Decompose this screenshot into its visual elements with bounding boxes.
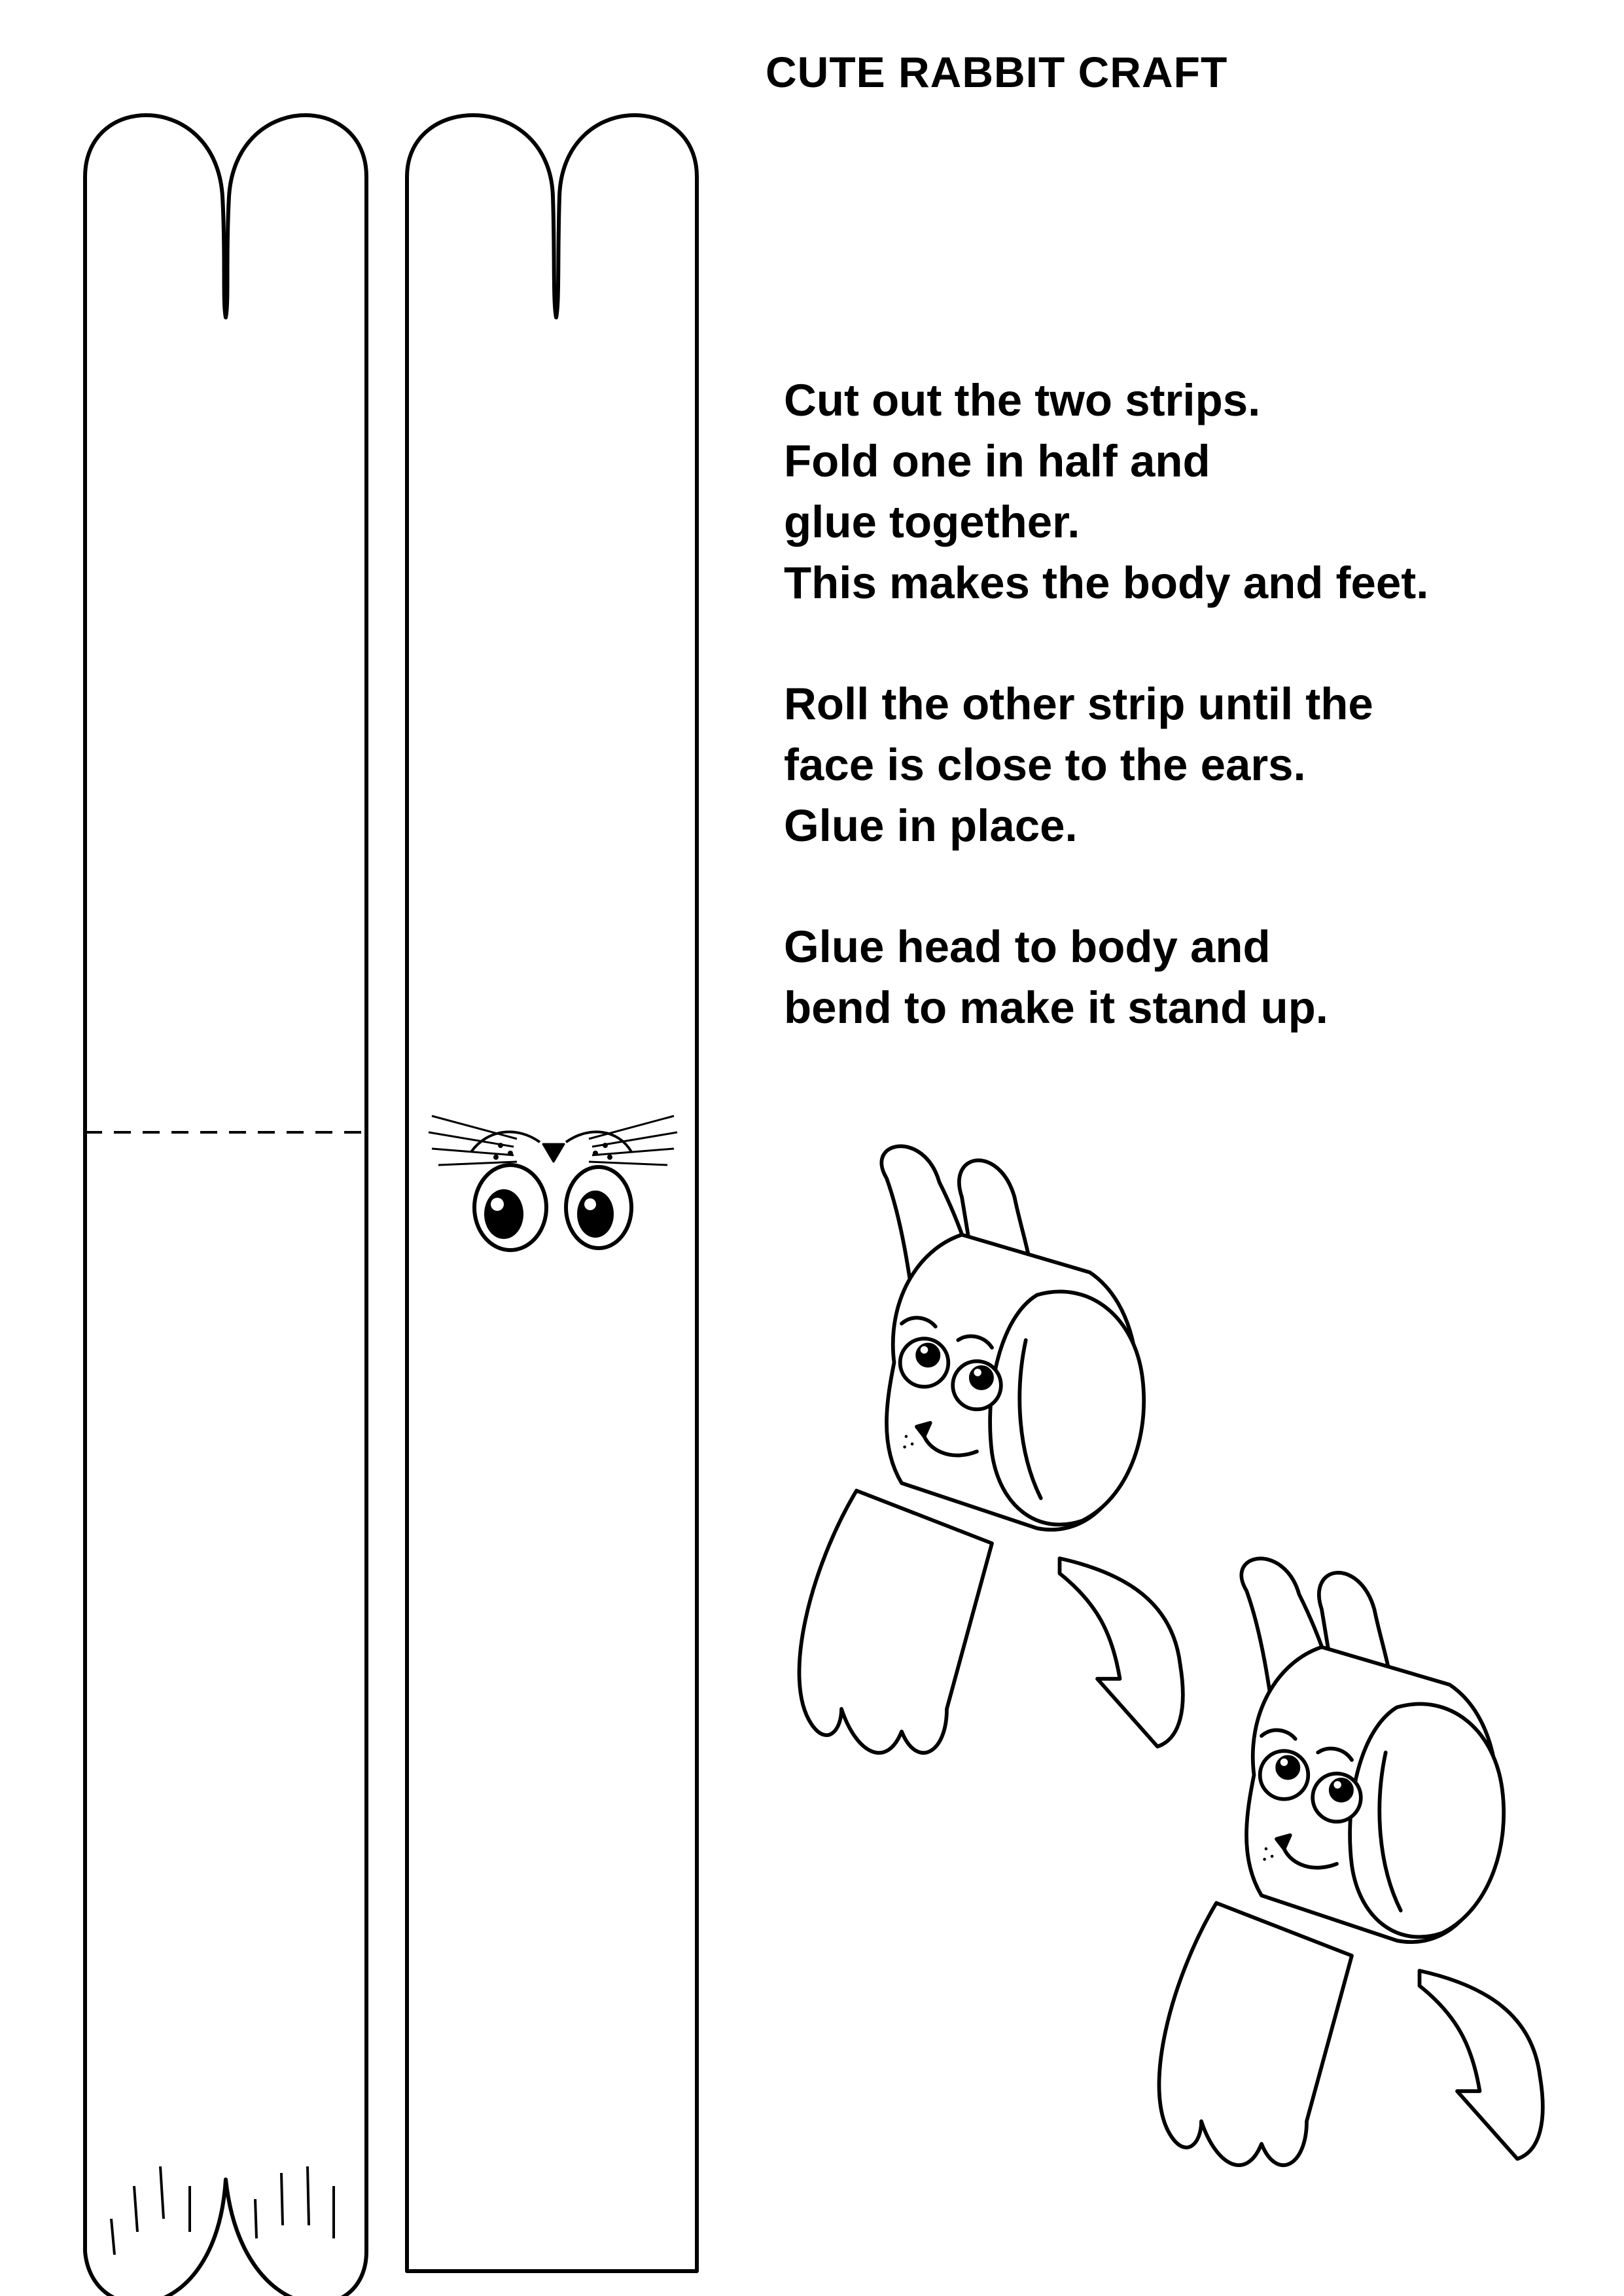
body-and-feet-strip	[85, 115, 366, 2296]
head-and-ears-strip	[407, 115, 697, 2271]
right-toes	[255, 2166, 334, 2238]
instruction-line: Glue in place.	[784, 800, 1078, 851]
instruction-line: bend to make it stand up.	[784, 982, 1328, 1033]
instruction-line: Cut out the two strips.	[784, 375, 1261, 425]
strip-outline	[407, 115, 697, 2271]
instruction-step-3	[784, 916, 1595, 1038]
finished-rabbit-example	[799, 1146, 1182, 1753]
instruction-line: face is close to the ears.	[784, 740, 1306, 790]
instructions	[784, 370, 1595, 1098]
left-toes	[111, 2166, 190, 2255]
instruction-step-2	[784, 673, 1595, 856]
page-title: CUTE RABBIT CRAFT	[766, 48, 1228, 96]
rabbit-face	[429, 1116, 677, 1250]
instruction-line: glue together.	[784, 497, 1080, 547]
instruction-line: Glue head to body and	[784, 922, 1271, 972]
instruction-line: Fold one in half and	[784, 436, 1210, 486]
instruction-line: This makes the body and feet.	[784, 558, 1429, 608]
instruction-line: Roll the other strip until the	[784, 679, 1373, 729]
instruction-step-1	[784, 370, 1595, 613]
strip-outline	[85, 115, 366, 2296]
finished-rabbit-example	[1159, 1558, 1542, 2165]
